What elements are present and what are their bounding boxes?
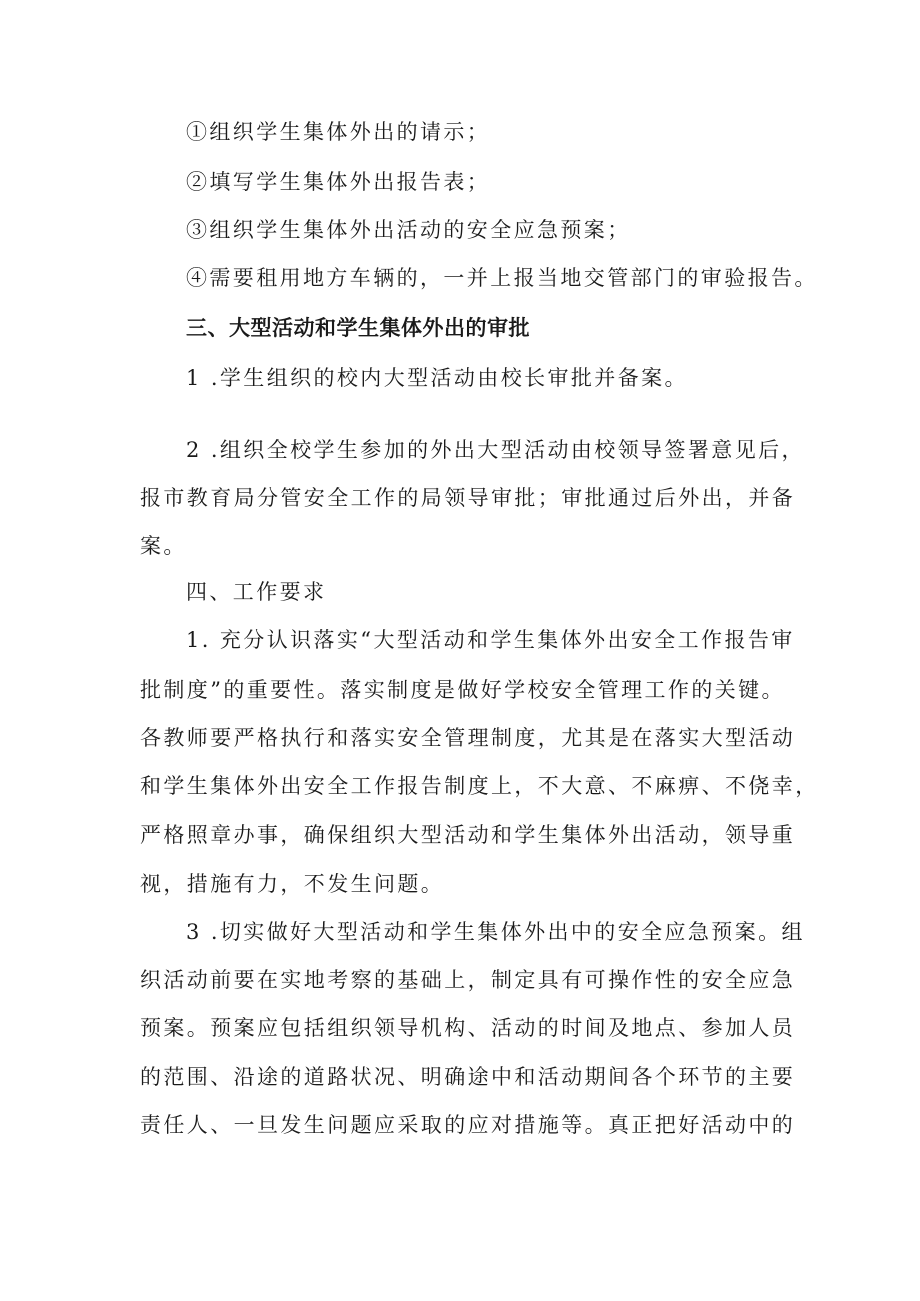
section-heading-requirements: 四、工作要求	[186, 580, 327, 604]
section-heading-approval: 三、大型活动和学生集体外出的审批	[186, 316, 530, 340]
requirement-1-line-1: 1. 充分认识落实“大型活动和学生集体外出安全工作报告审	[186, 628, 795, 652]
approval-item-1: 1 .学生组织的校内大型活动由校长审批并备案。	[186, 366, 688, 390]
requirement-1-line-2: 批制度”的重要性。落实制度是做好学校安全管理工作的关键。	[140, 678, 785, 702]
requirement-1-line-4: 和学生集体外出安全工作报告制度上，不大意、不麻痹、不侥幸，	[140, 774, 819, 798]
requirement-1-line-5: 严格照章办事，确保组织大型活动和学生集体外出活动，领导重	[140, 823, 796, 847]
requirement-3-line-4: 的范围、沿途的道路状况、明确途中和活动期间各个环节的主要	[140, 1065, 796, 1089]
requirement-3-line-1: 3 .切实做好大型活动和学生集体外出中的安全应急预案。组	[186, 920, 805, 944]
requirement-1-line-3: 各教师要严格执行和落实安全管理制度，尤其是在落实大型活动	[140, 726, 796, 750]
list-item-emergency-plan: ③组织学生集体外出活动的安全应急预案；	[186, 218, 631, 242]
requirement-1-line-6: 视，措施有力，不发生问题。	[140, 872, 445, 896]
list-item-vehicle-report: ④需要租用地方车辆的，一并上报当地交管部门的审验报告。	[186, 266, 818, 290]
list-item-report-form: ②填写学生集体外出报告表；	[186, 170, 491, 194]
requirement-3-line-2: 织活动前要在实地考察的基础上，制定具有可操作性的安全应急	[140, 968, 796, 992]
approval-item-2-line-2: 报市教育局分管安全工作的局领导审批；审批通过后外出，并备	[140, 486, 796, 510]
approval-item-2-line-1: 2 .组织全校学生参加的外出大型活动由校领导签署意见后，	[186, 438, 805, 462]
list-item-request: ①组织学生集体外出的请示；	[186, 120, 491, 144]
approval-item-2-line-3: 案。	[140, 534, 187, 558]
requirement-3-line-3: 预案。预案应包括组织领导机构、活动的时间及地点、参加人员	[140, 1016, 796, 1040]
requirement-3-line-5: 责任人、一旦发生问题应采取的应对措施等。真正把好活动中的	[140, 1113, 796, 1137]
